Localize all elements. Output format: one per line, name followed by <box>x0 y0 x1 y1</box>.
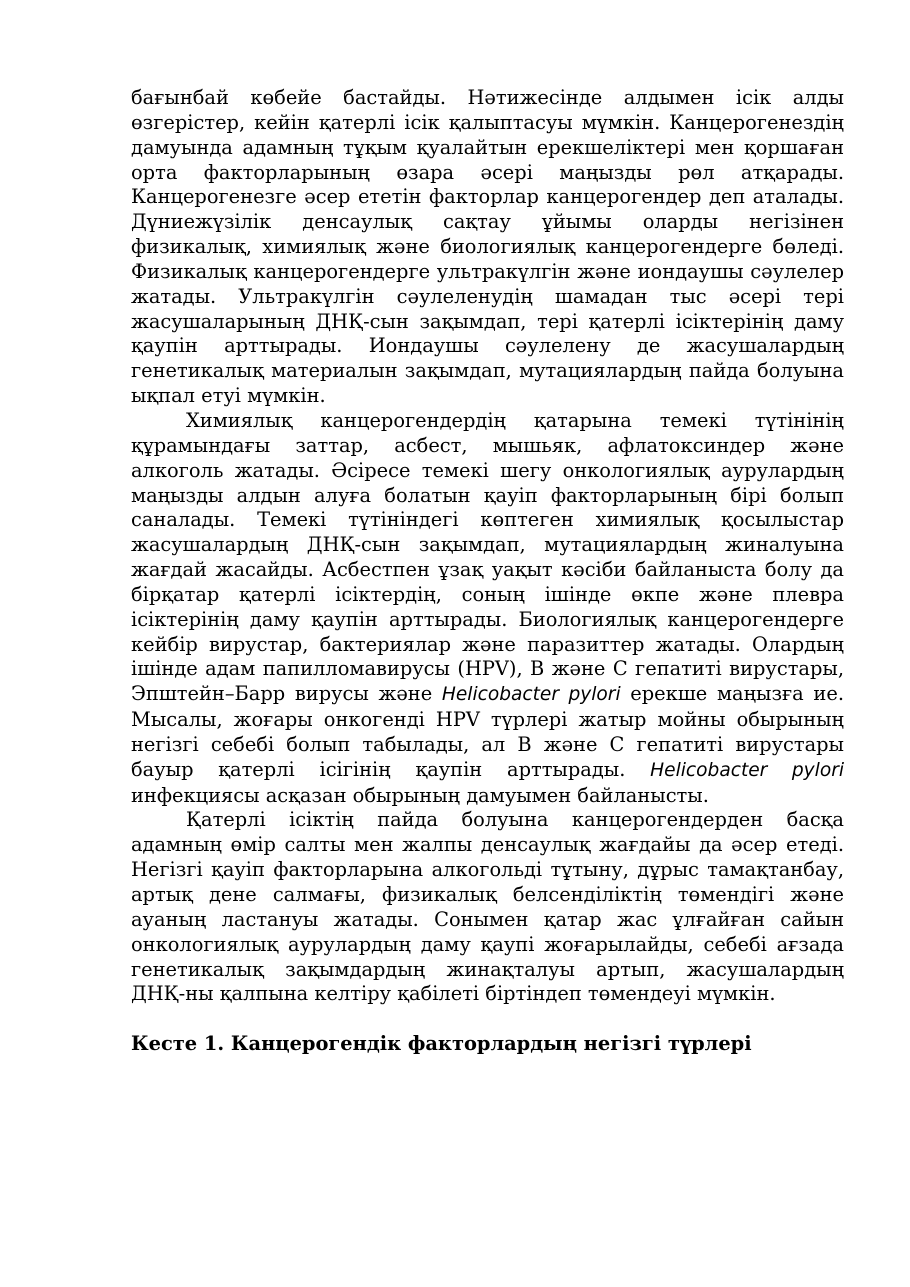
document-page <box>131 86 844 1057</box>
paragraph-lifestyle-risk-factors <box>131 808 844 1007</box>
paragraph-text: ерекше маңызға ие. Мысалы, жоғары онкогенді HPV түрлері жатыр мойны обырының негізгі себебі болып табылады, ал В және С гепатиті вирустары бауыр қатерлі ісігінің қаупін арттырады. <box>131 682 844 781</box>
paragraph-text: Қатерлі ісіктің пайда болуына канцерогендерден басқа адамның өмір салты мен жалпы денсаулық жағдайы да әсер етеді. Негізгі қауіп факторларына алкогольді тұтыну, дұрыс тамақтанбау, артық дене салмағы, физикалық белсенділіктің төмендігі және ауаның ластануы жатады. Сонымен қатар жас ұлғайған сайын онкологиялық аурулардың даму қаупі жоғарылайды, себебі ағзада генетикалық зақымдардың жинақталуы артып, жасушалардың ДНҚ-ны қалпына келтіру қабілеті біртіндеп төмендеуі мүмкін. <box>131 808 844 1006</box>
paragraph-text: инфекциясы асқазан обырының дамуымен байланысты. <box>131 783 709 807</box>
paragraph-text: Химиялық канцерогендердің қатарына темекі түтінінің құрамындағы заттар, асбест, мышьяк, афлатоксиндер және алкоголь жатады. Әсіресе темекі шегу онкологиялық аурулардың маңызды алдын алуға болатын қауіп факторларының бірі болып саналады. Темекі түтініндегі көптеген химиялық қосылыстар жасушалардың ДНҚ-сын зақымдап, мутациялардың жиналуына жағдай жасайды. Асбестпен ұзақ уақыт кәсіби байланыста болу да бірқатар қатерлі ісіктердің, соның ішінде өкпе және плевра ісіктерінің даму қаупін арттырады. Биологиялық канцерогендерге кейбір вирустар, бактериялар және паразиттер жатады. Олардың ішінде адам папилломавирусы (HPV), В және С гепатиті вирустары, Эпштейн–Барр вирусы және <box>131 408 844 706</box>
paragraph-chemical-biological-carcinogens <box>131 409 844 809</box>
paragraph-text: бағынбай көбейе бастайды. Нәтижесінде алдымен ісік алды өзгерістер, кейін қатерлі ісік қалыптасуы мүмкін. Канцерогенездің дамуында адамның тұқым қуалайтын ерекшеліктері мен қоршаған орта факторларының өзара әсері маңызды рөл атқарады. Канцерогенезге әсер ететін факторлар канцерогендер деп аталады. Дүниежүзілік денсаулық сақтау ұйымы оларды негізінен физикалық, химиялық және биологиялық канцерогендерге бөледі. Физикалық канцерогендерге ультракүлгін және иондаушы сәулелер жатады. Ультракүлгін сәулеленудің шамадан тыс әсері тері жасушаларының ДНҚ-сын зақымдап, тері қатерлі ісіктерінің даму қаупін арттырады. Иондаушы сәулелену де жасушалардың генетикалық материалын зақымдап, мутациялардың пайда болуына ықпал етуі мүмкін. <box>131 86 844 408</box>
species-name-italic: Helicobacter pylori <box>441 684 621 706</box>
table-caption: Кесте 1. Канцерогендік факторлардың негізгі түрлері <box>131 1032 752 1056</box>
paragraph-carcinogenesis-factors <box>131 86 844 409</box>
species-name-italic: Helicobacter pylori <box>650 759 845 781</box>
